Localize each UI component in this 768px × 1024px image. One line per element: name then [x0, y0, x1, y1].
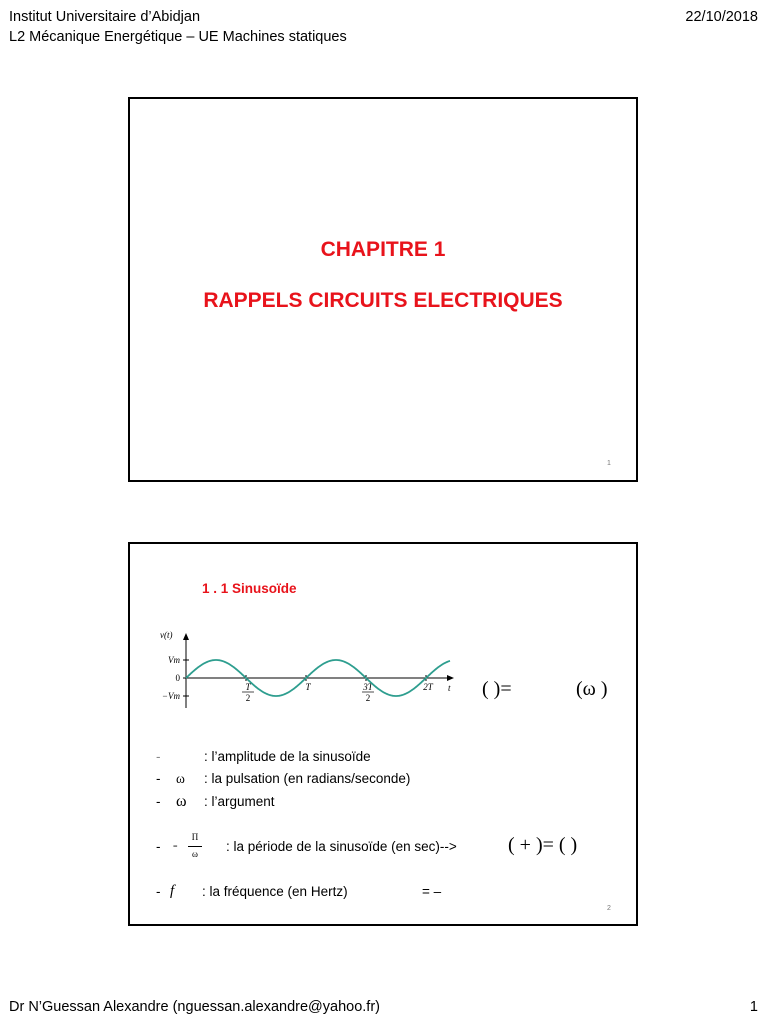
omega-symbol: ω — [176, 771, 185, 786]
bullet-dash: - — [156, 794, 161, 809]
institution-header: Institut Universitaire d’Abidjan — [9, 9, 201, 25]
definition-argument — [156, 793, 275, 810]
y-axis-label: v(t) — [160, 630, 173, 640]
bullet-dash: - — [156, 749, 161, 764]
x-tick-label: T — [305, 682, 311, 692]
period-formula: ( + )= ( ) — [508, 834, 578, 856]
voltage-formula-right: (ω ) — [576, 678, 608, 700]
period-text: : la période de la sinusoïde (en sec)--> — [226, 839, 457, 854]
y-tick-label: Vm — [168, 655, 180, 665]
sinusoid-graph — [150, 628, 470, 718]
x-axis-label: t — [448, 683, 451, 693]
bullet-dash: - — [156, 884, 161, 899]
frequency-text: : la fréquence (en Hertz) — [202, 884, 348, 899]
slide-number: 2 — [607, 905, 611, 912]
y-axis-arrow — [183, 633, 189, 640]
definition-pulsation — [156, 771, 411, 786]
frequency-formula: = – — [422, 884, 442, 899]
x-axis-arrow — [447, 675, 454, 681]
slide-1 — [128, 97, 638, 482]
course-header: L2 Mécanique Energétique – UE Machines statiques — [9, 29, 347, 45]
slide-number: 1 — [607, 460, 611, 467]
definition-amplitude — [156, 749, 371, 764]
argument-text: : l’argument — [204, 794, 275, 809]
x-tick-label: 3T — [363, 682, 373, 692]
period-numerator: Π — [191, 832, 199, 842]
section-title: 1 . 1 Sinusoïde — [202, 581, 297, 596]
x-tick-label: T — [245, 682, 251, 692]
amplitude-text: : l’amplitude de la sinusoïde — [204, 749, 371, 764]
frequency-symbol: f — [170, 883, 175, 899]
page-number: 1 — [749, 999, 758, 1015]
period-equals: = — [173, 842, 178, 851]
bullet-dash: - — [156, 771, 161, 786]
y-tick-label: −Vm — [161, 691, 180, 701]
y-tick-label: 0 — [175, 673, 180, 683]
chapter-subtitle: RAPPELS CIRCUITS ELECTRIQUES — [203, 289, 563, 312]
definition-frequency — [156, 883, 348, 899]
author-footer: Dr N’Guessan Alexandre (nguessan.alexandre@yahoo.fr) — [9, 999, 380, 1015]
period-denominator: ω — [192, 849, 198, 859]
x-tick-denominator: 2 — [245, 693, 251, 703]
chapter-title: CHAPITRE 1 — [320, 238, 446, 261]
x-tick-label: 2T — [423, 682, 433, 692]
definition-period — [156, 832, 457, 859]
x-tick-denominator: 2 — [365, 693, 371, 703]
voltage-formula-left: ( )= — [482, 678, 512, 700]
slide-2 — [128, 542, 638, 926]
bullet-dash: - — [156, 839, 161, 854]
omega-symbol: ω — [176, 793, 187, 810]
date-header: 22/10/2018 — [685, 9, 758, 25]
pulsation-text: : la pulsation (en radians/seconde) — [204, 771, 411, 786]
fraction-bar — [188, 846, 202, 847]
